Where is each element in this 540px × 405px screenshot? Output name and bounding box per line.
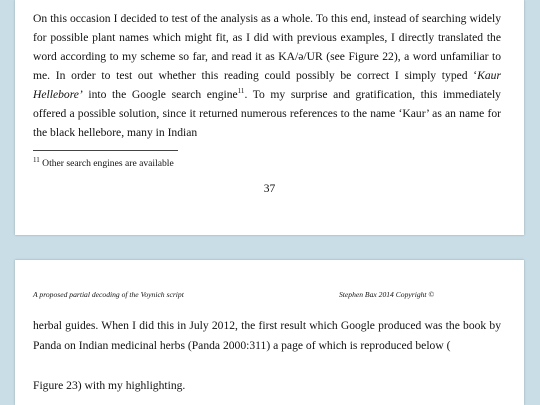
search-query-text: Kaur Hellebore’ [33,69,501,101]
footnote-number: 11 [33,155,40,164]
running-header-title: A proposed partial decoding of the Voynich script [33,290,184,299]
body-paragraph: Figure 23) with my highlighting. [33,379,186,392]
paragraph-text: . To my surprise and gratification, this immediately offered a possible solution, since it returned numerous references to the name ‘Kaur’ as an name for the black hellebore, many in Indian [33,88,501,139]
page-number: 37 [263,183,276,195]
paragraph-text: into the Google search engine [82,88,238,101]
footnote-text: Other search engines are available [39,158,174,169]
footnote-reference: 11 [237,87,245,96]
document-page-lower [15,260,524,405]
footnote [33,157,174,171]
body-paragraph [33,9,501,142]
footnote-divider [33,150,178,151]
paragraph-text: On this occasion I decided to test of the analysis as a whole. To this end, instead of searching widely for possible plant names which might fit, as I did with previous examples, I directly translated the word according to my scheme so far, and read it as KA/ə/UR (see Figure 22), a word unfamiliar to me. In order to test out whether this reading could possibly be correct I simply typed ‘ [33,12,501,82]
running-header-copyright: Stephen Bax 2014 Copyright © [339,290,435,299]
body-paragraph: herbal guides. When I did this in July 2012, the first result which Google produced was the book by Panda on Indian medicinal herbs (Panda 2000:311) a page of which is reproduced below ( [33,319,501,352]
document-page-upper [15,0,524,235]
